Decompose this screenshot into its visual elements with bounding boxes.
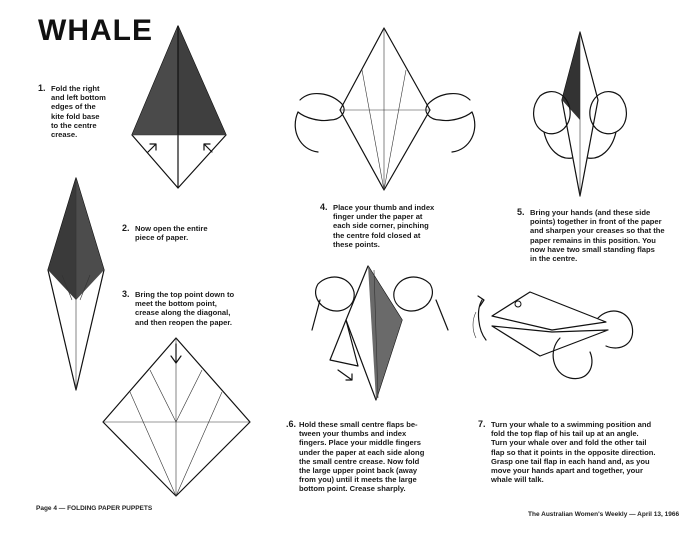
- step-5: [517, 208, 695, 268]
- step-text: Hold these small centre flaps be- tween your thumbs and index fingers. Place your middle fingers under the paper at each side along the small centre crease. Now fold the large upper point back (away from you) until it meets the large bottom point. Crease sharply.: [299, 420, 425, 494]
- diagram-step-7: [473, 292, 633, 379]
- diagram-step-4: [295, 28, 475, 190]
- diagram-step-6: [312, 266, 448, 400]
- step-3: [122, 290, 272, 330]
- step-number: .6.: [286, 419, 297, 429]
- step-text: Now open the entire piece of paper.: [135, 224, 208, 243]
- step-text: Bring the top point down to meet the bottom point, crease along the diagonal, and then reopen the paper.: [135, 290, 235, 327]
- step-text: Place your thumb and index finger under the paper at each side corner, pinching the centre fold closed at these points.: [333, 203, 435, 249]
- diagram-step-5: [534, 32, 627, 196]
- step-number: 1.: [38, 83, 46, 93]
- footer-left: Page 4 — FOLDING PAPER PUPPETS: [36, 505, 153, 512]
- step-7: [478, 420, 693, 488]
- step-1: [38, 84, 128, 154]
- step-number: 4.: [320, 202, 328, 212]
- step-2: [122, 224, 252, 246]
- step-number: 3.: [122, 289, 130, 299]
- step-text: Bring your hands (and these side points) together in front of the paper and sharpen your creases so that the paper remains in this position. You now have two small standing flaps in the centre.: [530, 208, 665, 264]
- step-number: 5.: [517, 207, 525, 217]
- step-text: Turn your whale to a swimming position and fold the top flap of his tail up at an angle. Turn your whale over and fold the other tail flap so that it points in the opposite direction. Grasp one tail flap in each hand and, as you move your hands apart and together, your whale will talk.: [491, 420, 656, 485]
- page-title: WHALE: [38, 14, 153, 47]
- footer-right: The Australian Women's Weekly — April 13, 1966: [528, 511, 680, 518]
- step-number: 7.: [478, 419, 486, 429]
- step-number: 2.: [122, 223, 130, 233]
- step-text: Fold the right and left bottom edges of the kite fold base to the centre crease.: [51, 84, 106, 140]
- diagram-step-3: [103, 338, 250, 496]
- diagram-step-2: [48, 178, 104, 390]
- step-6: [286, 420, 456, 498]
- diagram-step-1: [132, 26, 226, 188]
- step-4: [320, 203, 470, 253]
